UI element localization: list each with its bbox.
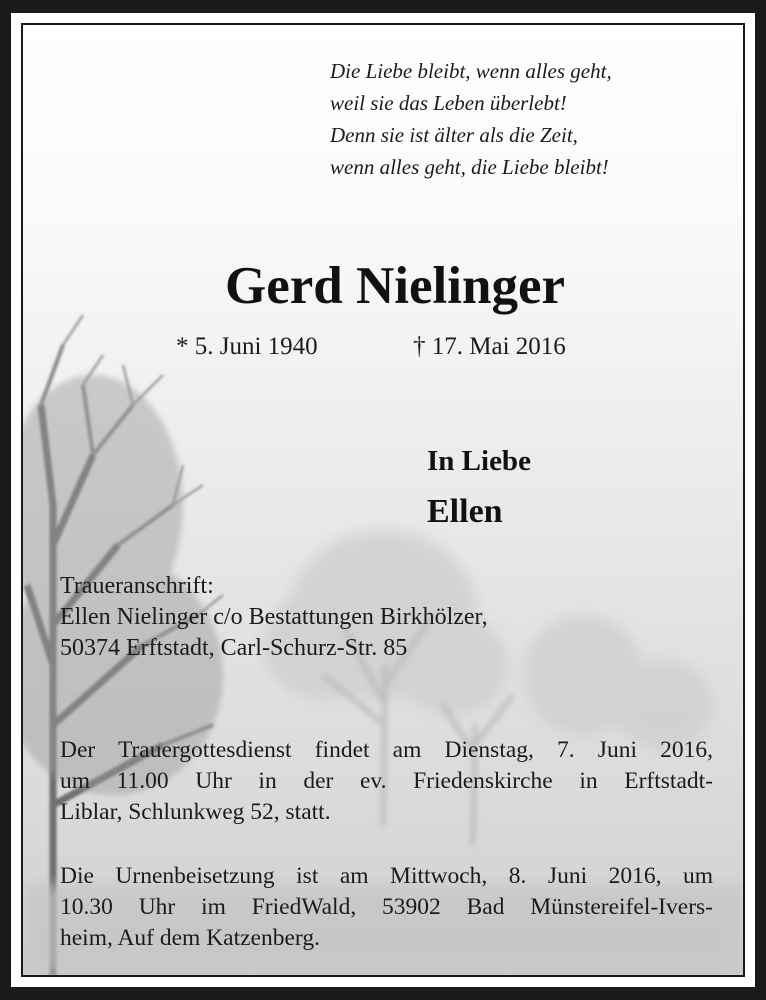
urn-notice bbox=[60, 861, 713, 954]
notice-line: 10.30 Uhr im FriedWald, 53902 Bad Münstereifel-Ivers- bbox=[60, 894, 713, 920]
service-notice bbox=[60, 735, 713, 828]
birth-date: * 5. Juni 1940 bbox=[176, 333, 318, 360]
signer-name: Ellen bbox=[427, 493, 503, 530]
poem-line: Denn sie ist älter als die Zeit, bbox=[330, 123, 578, 147]
poem-line: weil sie das Leben überlebt! bbox=[330, 91, 567, 115]
death-date: † 17. Mai 2016 bbox=[413, 333, 566, 360]
notice-line: um 11.00 Uhr in der ev. Friedenskirche in Erftstadt- bbox=[60, 768, 713, 794]
poem-line: Die Liebe bleibt, wenn alles geht, bbox=[330, 59, 612, 83]
deceased-name: Gerd Nielinger bbox=[225, 257, 565, 315]
address-line: Ellen Nielinger c/o Bestattungen Birkhölzer, bbox=[60, 604, 488, 630]
mourning-address bbox=[60, 571, 488, 664]
notice-line: heim, Auf dem Katzenberg. bbox=[60, 925, 320, 951]
notice-line: Liblar, Schlunkweg 52, statt. bbox=[60, 799, 331, 825]
closing-phrase: In Liebe bbox=[427, 445, 531, 477]
poem bbox=[330, 55, 730, 183]
notice-line: Der Trauergottesdienst findet am Dienstag, 7. Juni 2016, bbox=[60, 737, 713, 763]
obituary-panel bbox=[21, 23, 745, 977]
address-line: 50374 Erftstadt, Carl-Schurz-Str. 85 bbox=[60, 635, 408, 661]
address-label: Traueranschrift: bbox=[60, 573, 214, 599]
poem-line: wenn alles geht, die Liebe bleibt! bbox=[330, 155, 609, 179]
notice-line: Die Urnenbeisetzung ist am Mittwoch, 8. Juni 2016, um bbox=[60, 863, 713, 889]
